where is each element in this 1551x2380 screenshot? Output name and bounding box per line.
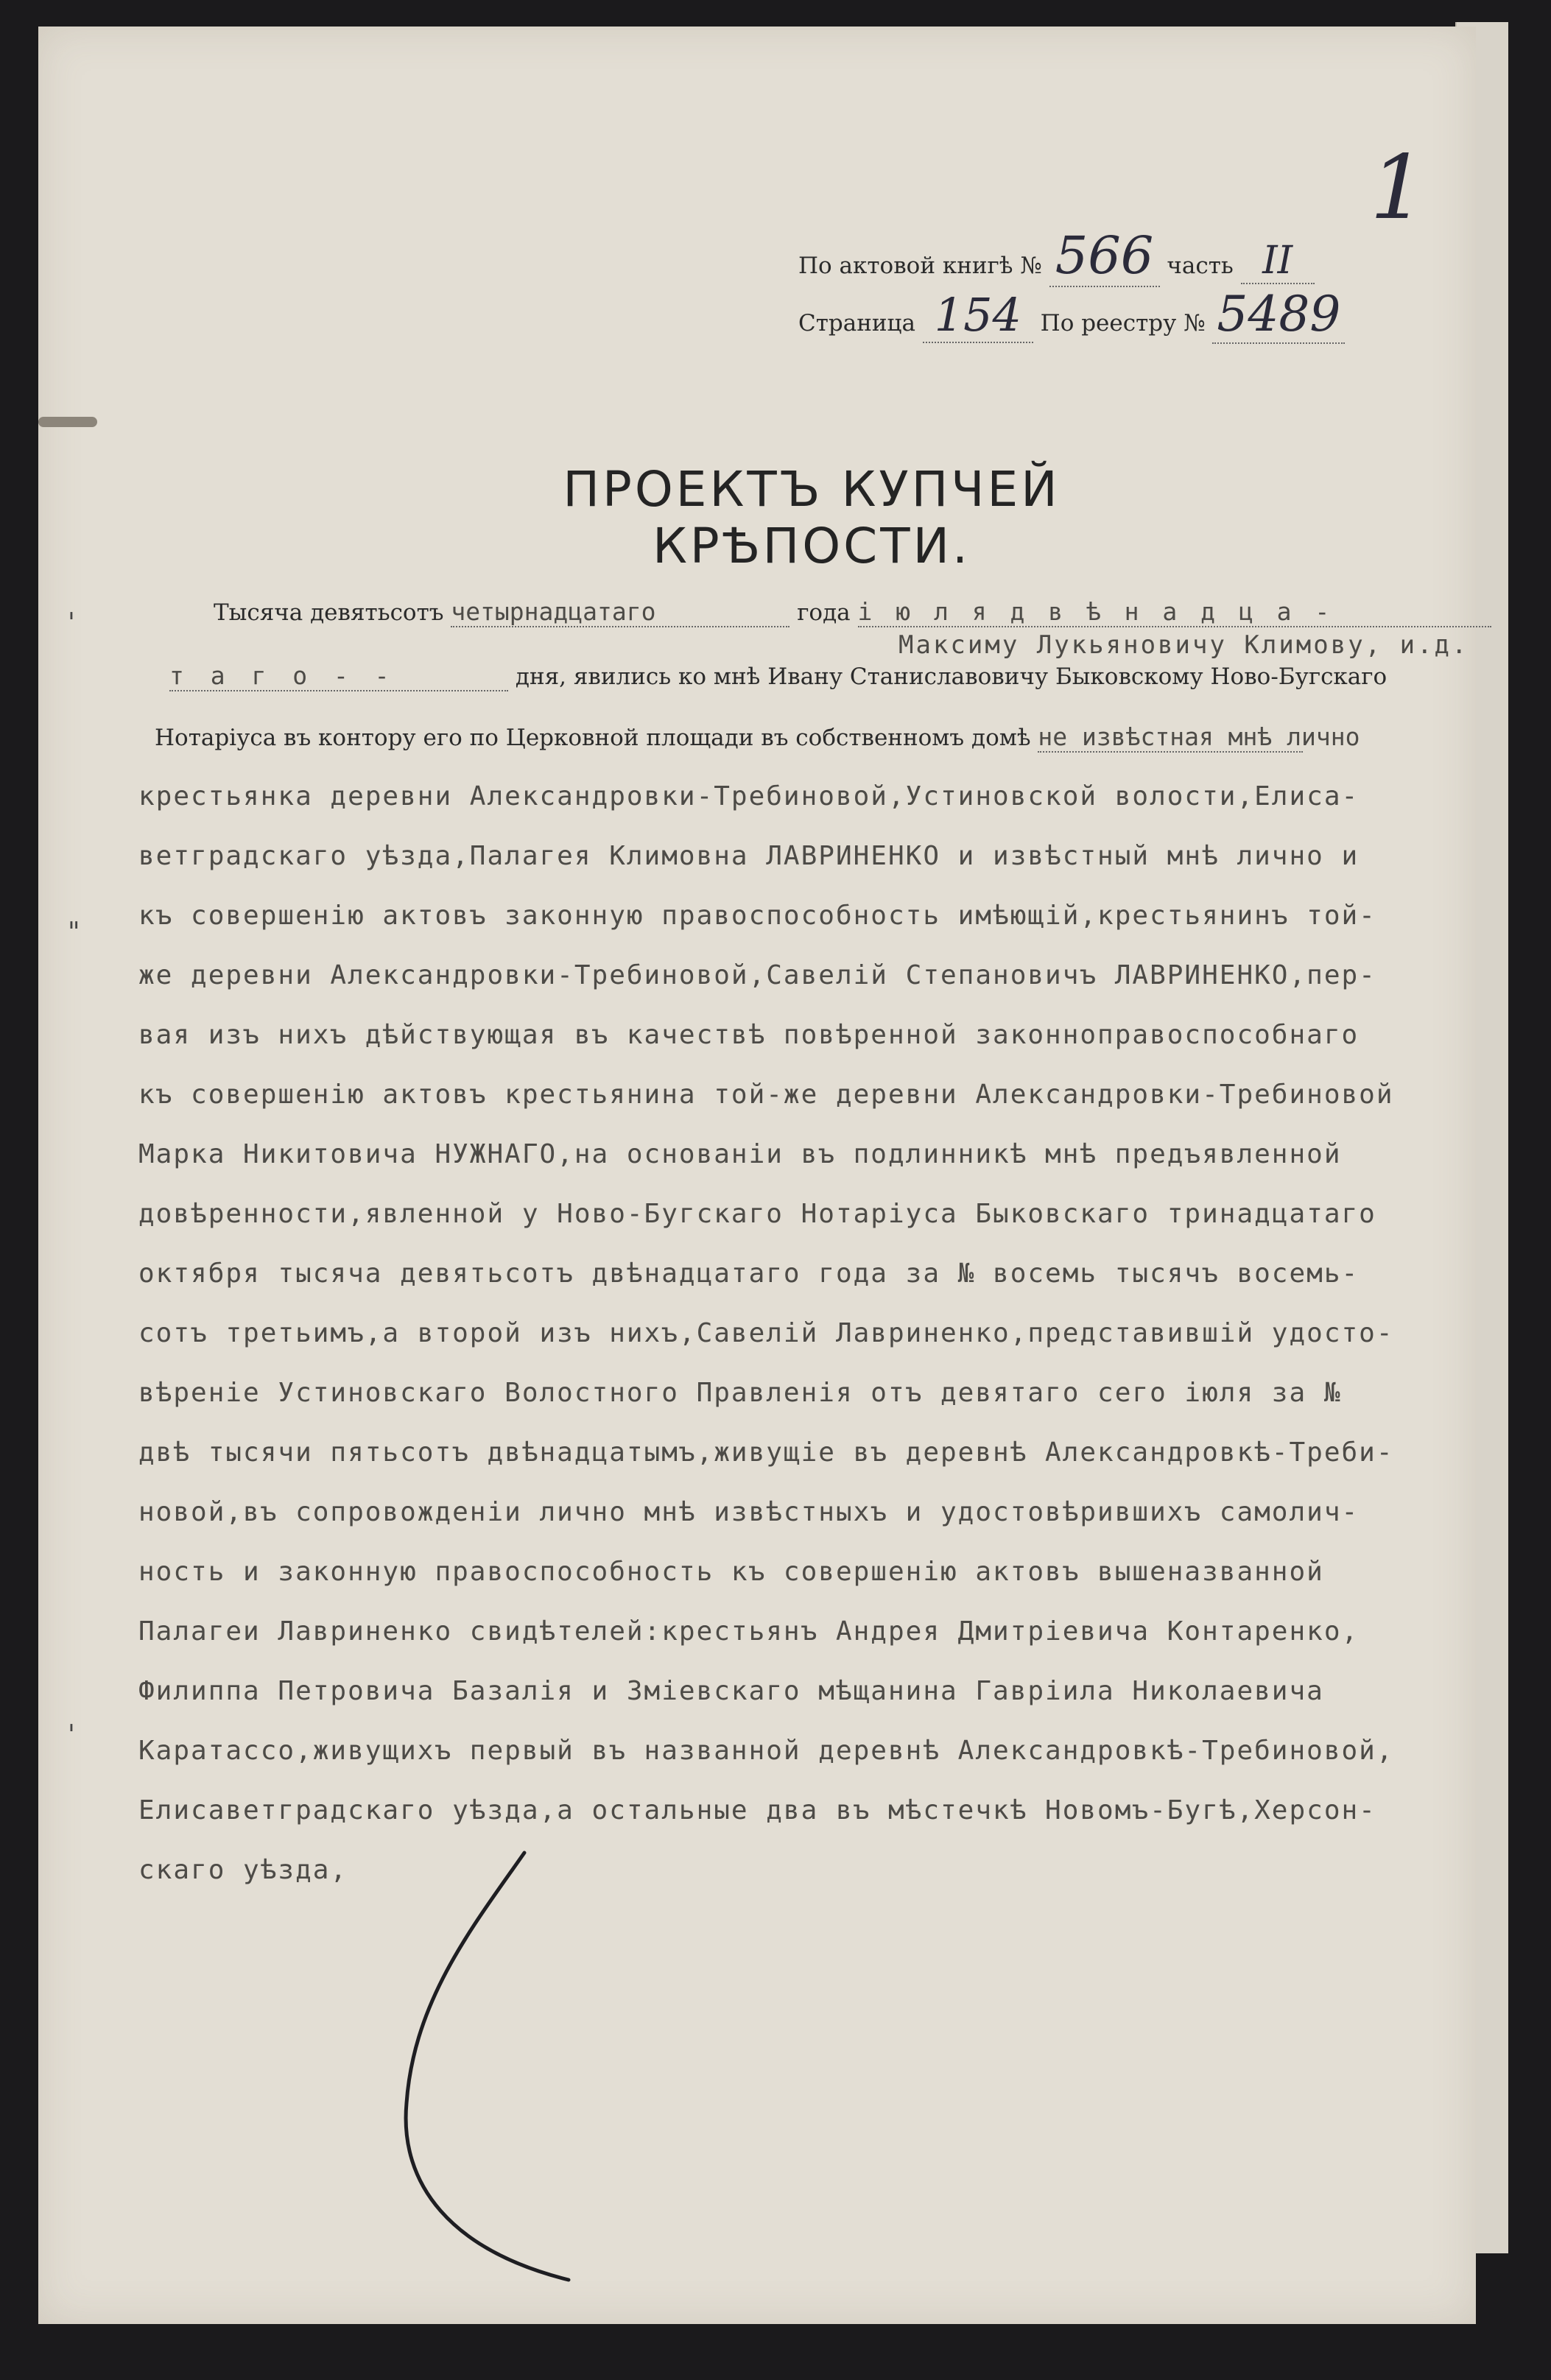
intro-line-1 — [214, 597, 1491, 627]
body-line: Филиппа Петровича Базалія и Зміевскаго мѣщанина Гавріила Николаевича — [138, 1676, 1324, 1706]
page-label: Страница — [798, 310, 915, 337]
body-line: вая изъ нихъ дѣйствующая въ качествѣ повѣренной законноправоспособнаго — [138, 1020, 1360, 1050]
body-line: Каратассо,живущихъ первый въ названной деревнѣ Александровкѣ-Требиновой, — [138, 1736, 1394, 1766]
intro-line-2 — [169, 661, 1387, 691]
day-value: т а г о - - — [169, 661, 508, 691]
signature-stroke — [384, 1838, 605, 2295]
body-line: скаго уѣзда, — [138, 1855, 348, 1885]
register-label: По реестру № — [1040, 310, 1206, 337]
page-number: 1 — [1370, 137, 1427, 239]
page-value: 154 — [923, 288, 1033, 343]
body-line: вѣреніе Устиновскаго Волостного Правленія отъ девятаго сего іюля за № — [138, 1378, 1342, 1408]
intro-line-3 — [155, 722, 1360, 753]
body-line: же деревни Александровки-Требиновой,Савелій Степановичъ ЛАВРИНЕНКО,пер- — [138, 960, 1376, 990]
appeared-text: дня, явились ко мнѣ Ивану Станиславовичу Быковскому Ново-Бугскаго — [515, 663, 1388, 690]
book-number: 566 — [1049, 225, 1160, 287]
margin-mark: " — [68, 918, 80, 948]
notary-text: Нотаріуса въ контору его по Церковной площади въ собственномъ домѣ — [155, 725, 1031, 751]
register-number: 5489 — [1212, 286, 1345, 344]
binding-thread — [38, 417, 97, 427]
body-line: сотъ третьимъ,а второй изъ нихъ,Савелій Лавриненко,представившій удосто- — [138, 1318, 1394, 1348]
book-line — [798, 225, 1315, 287]
year-suffix: года — [797, 599, 851, 626]
body-line: Марка Никитовича НУЖНАГО,на основаніи въ подлинникѣ мнѣ предъявленной — [138, 1139, 1342, 1169]
part-number: II — [1241, 239, 1315, 284]
year-prefix: Тысяча девятьсотъ — [214, 599, 444, 626]
body-line: къ совершенію актовъ крестьянина той-же деревни Александровки-Требиновой — [138, 1080, 1394, 1110]
body-line: крестьянка деревни Александровки-Требиновой,Устиновской волости,Елиса- — [138, 781, 1360, 811]
month-value: і ю л я д в ѣ н а д ц а - — [858, 597, 1491, 627]
margin-mark: ' — [68, 608, 75, 638]
body-line: Елисаветградскаго уѣзда,а остальные два въ мѣстечкѣ Новомъ-Бугѣ,Херсон- — [138, 1795, 1376, 1826]
part-label: часть — [1167, 253, 1234, 279]
body-line: двѣ тысячи пятьсотъ двѣнадцатымъ,живущіе въ деревнѣ Александровкѣ-Треби- — [138, 1437, 1394, 1468]
body-line: ность и законную правоспособность къ совершенію актовъ вышеназванной — [138, 1557, 1324, 1587]
book-label: По актовой книгѣ № — [798, 253, 1042, 279]
body-line: ветградскаго уѣзда,Палагея Климовна ЛАВРИНЕНКО и извѣстный мнѣ лично и — [138, 841, 1360, 871]
insert-above-line: Максиму Лукьяновичу Климову, и.д. — [898, 630, 1469, 660]
margin-mark: ' — [68, 1720, 75, 1750]
document-page — [38, 27, 1476, 2324]
body-line: октября тысяча девятьсотъ двѣнадцатаго года за № восемь тысячъ восемь- — [138, 1258, 1360, 1289]
page-register-line — [798, 286, 1345, 344]
body-line: довѣренности,явленной у Ново-Бугскаго Нотаріуса Быковскаго тринадцатаго — [138, 1199, 1376, 1229]
body-line: Палагеи Лавриненко свидѣтелей:крестьянъ Андрея Дмитріевича Контаренко, — [138, 1616, 1360, 1647]
body-line: новой,въ сопровожденіи лично мнѣ извѣстныхъ и удостовѣрившихъ самолич- — [138, 1497, 1360, 1527]
document-title: ПРОЕКТЪ КУПЧЕЙ КРѢПОСТИ. — [563, 461, 1061, 574]
year-value: четырнадцатаго — [451, 597, 789, 627]
known-text: не извѣстная мнѣ лично — [1038, 722, 1360, 751]
body-line: къ совершенію актовъ законную правоспособность имѣющій,крестьянинъ той- — [138, 901, 1376, 931]
